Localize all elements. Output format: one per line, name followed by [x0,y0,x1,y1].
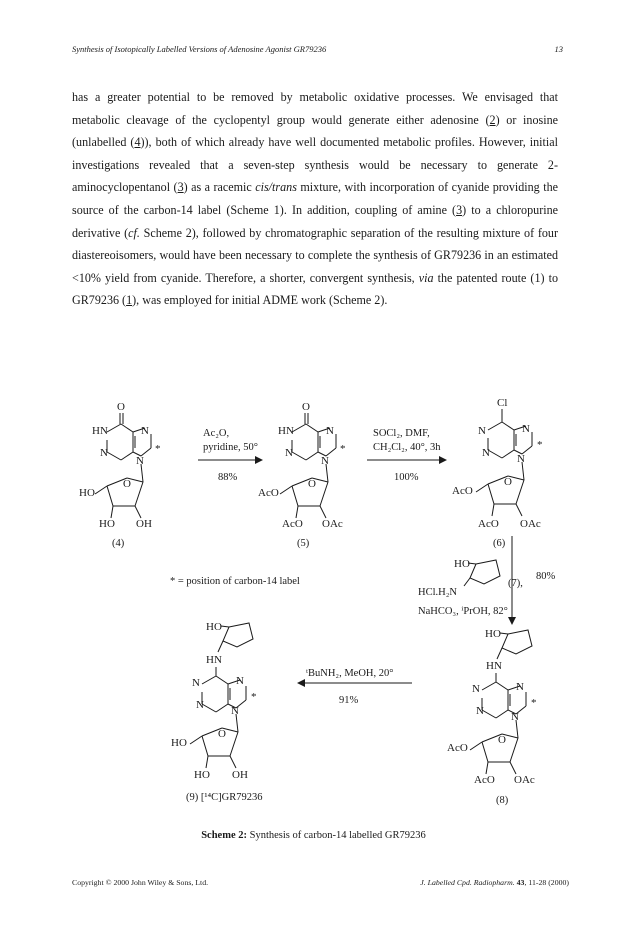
atom-label: HN [92,425,108,437]
atom-label: AcO [282,518,303,530]
caption-text: Synthesis of carbon-14 labelled GR79236 [247,830,426,841]
compound-ref: 3 [456,202,463,217]
journal-volume: 43 [516,878,525,887]
atom-label: OAc [514,774,535,786]
running-head [72,44,563,58]
scheme-svg [0,376,627,816]
atom-label: * [537,439,543,451]
caption-label: Scheme 2: [201,830,247,841]
atom-label: * [251,691,257,703]
atom-label: AcO [478,518,499,530]
atom-label: OH [136,518,152,530]
text-run: ) to a chloropurine derivative ( [72,202,558,240]
atom-label: N [516,681,524,693]
page-number: 13 [554,44,563,54]
journal-name: J. Labelled Cpd. Radiopharm. [420,878,515,887]
step4-arrow [298,668,412,706]
atom-label: O [504,476,512,488]
reagent-text: HCl.H₂N [418,587,457,598]
reagent-text: ᵗBuNH₂, MeOH, 20° [306,668,394,679]
atom-label: HO [99,518,115,530]
atom-label: O [498,734,506,746]
compound-label: (6) [493,538,506,549]
text-run: )), both of which already have well documented metabolic profiles. However, initial investigations revealed that a seven-step synthesis would be necessary to generate 2-aminocyclopentanol ( [72,135,558,195]
atom-label: N [192,677,200,689]
compound-label: (5) [297,538,310,549]
text-run: the patented route (1) to GR79236 ( [72,270,559,308]
atom-label: O [308,478,316,490]
reagent-text: HO [454,558,470,570]
atom-label: HN [206,654,222,666]
running-head-title: Synthesis of Isotopically Labelled Versions of Adenosine Agonist GR79236 [72,44,327,54]
atom-label: HO [194,769,210,781]
atom-label: * [531,697,537,709]
atom-label: N [100,447,108,459]
atom-label: AcO [452,485,473,497]
atom-label: OAc [322,518,343,530]
yield-text: 91% [339,695,359,706]
atom-label: N [231,705,239,717]
atom-label: N [472,683,480,695]
italic-term: cis/trans [255,180,297,195]
step2-arrow [367,428,446,483]
compound-6 [452,397,543,549]
atom-label: Cl [497,397,508,409]
compound-4 [79,401,161,549]
atom-label: OAc [520,518,541,530]
atom-label: HO [171,737,187,749]
atom-label: HO [485,628,501,640]
atom-label: O [117,401,125,413]
journal-citation [420,878,569,887]
reagent-text: pyridine, 50° [203,442,258,453]
compound-label: (8) [496,795,509,806]
atom-label: N [326,425,334,437]
step1-arrow [198,428,262,483]
atom-label: HN [278,425,294,437]
atom-label: HN [486,660,502,672]
atom-label: N [136,455,144,467]
atom-label: OH [232,769,248,781]
step3-arrow [418,536,556,624]
text-run: Scheme 2), followed by chromatographic separation of the resulting mixture of four diastereoisomers, would have been necessary to complete the synthesis of GR79236 in an estimated <10% yield from cyanide. Therefore, a shorter, convergent synthesis, [72,225,559,285]
atom-label: N [511,711,519,723]
atom-label: AcO [474,774,495,786]
compound-ref: 3 [177,180,184,195]
atom-label: N [522,423,530,435]
journal-pages: , 11-28 (2000) [524,878,569,887]
atom-label: N [482,447,490,459]
page-footer [72,878,569,890]
reagent-text: Ac₂O, [203,428,230,439]
text-run: ) or inosine (unlabelled ( [72,112,558,150]
compound-5 [258,401,346,549]
atom-label: N [285,447,293,459]
yield-text: 88% [218,472,238,483]
yield-text: 100% [394,472,419,483]
text-run: mixture, with incorporation of cyanide providing the source of the carbon-14 label (Scheme 1). In addition, coupling of amine ( [72,180,558,217]
label-note: * = position of carbon-14 label [170,576,300,587]
reagent-text: (7), [508,578,523,589]
compound-label: (9) [¹⁴C]GR79236 [186,792,263,803]
italic-term: cf. [128,225,140,240]
atom-label: HO [206,621,222,633]
reagent-text: SOCl₂, DMF, [373,428,430,439]
atom-label: N [236,675,244,687]
reaction-scheme [0,376,627,816]
paragraph-text [72,86,558,312]
italic-term: via [418,270,434,285]
copyright-notice: Copyright © 2000 John Wiley & Sons, Ltd. [72,878,209,887]
text-run: ) as a racemic [183,180,256,195]
atom-label: N [321,455,329,467]
atom-label: * [155,443,161,455]
atom-label: * [340,443,346,455]
atom-label: N [478,425,486,437]
text-run: ), was employed for initial ADME work (Scheme 2). [132,293,388,308]
atom-label: HO [79,487,95,499]
atom-label: O [123,478,131,490]
reagent-text: CH₂Cl₂, 40°, 3h [373,442,441,453]
compound-9 [171,621,263,803]
compound-ref: 4 [134,135,141,150]
text-run: has a greater potential to be removed by metabolic oxidative processes. We envisaged that metabolic cleavage of the cyclopentyl group would generate either adenosine ( [72,90,558,127]
atom-label: O [218,728,226,740]
body-paragraph [72,86,558,312]
atom-label: O [302,401,310,413]
compound-ref: 1 [126,293,133,308]
scheme-caption [0,830,627,841]
atom-label: N [196,699,204,711]
atom-label: N [517,453,525,465]
yield-text: 80% [536,571,556,582]
compound-label: (4) [112,538,125,549]
reagent-text: NaHCO₃, ⁱPrOH, 82° [418,606,508,617]
compound-8 [447,628,537,806]
atom-label: N [476,705,484,717]
atom-label: AcO [447,742,468,754]
atom-label: N [141,425,149,437]
atom-label: AcO [258,487,279,499]
compound-ref: 2 [489,112,496,127]
